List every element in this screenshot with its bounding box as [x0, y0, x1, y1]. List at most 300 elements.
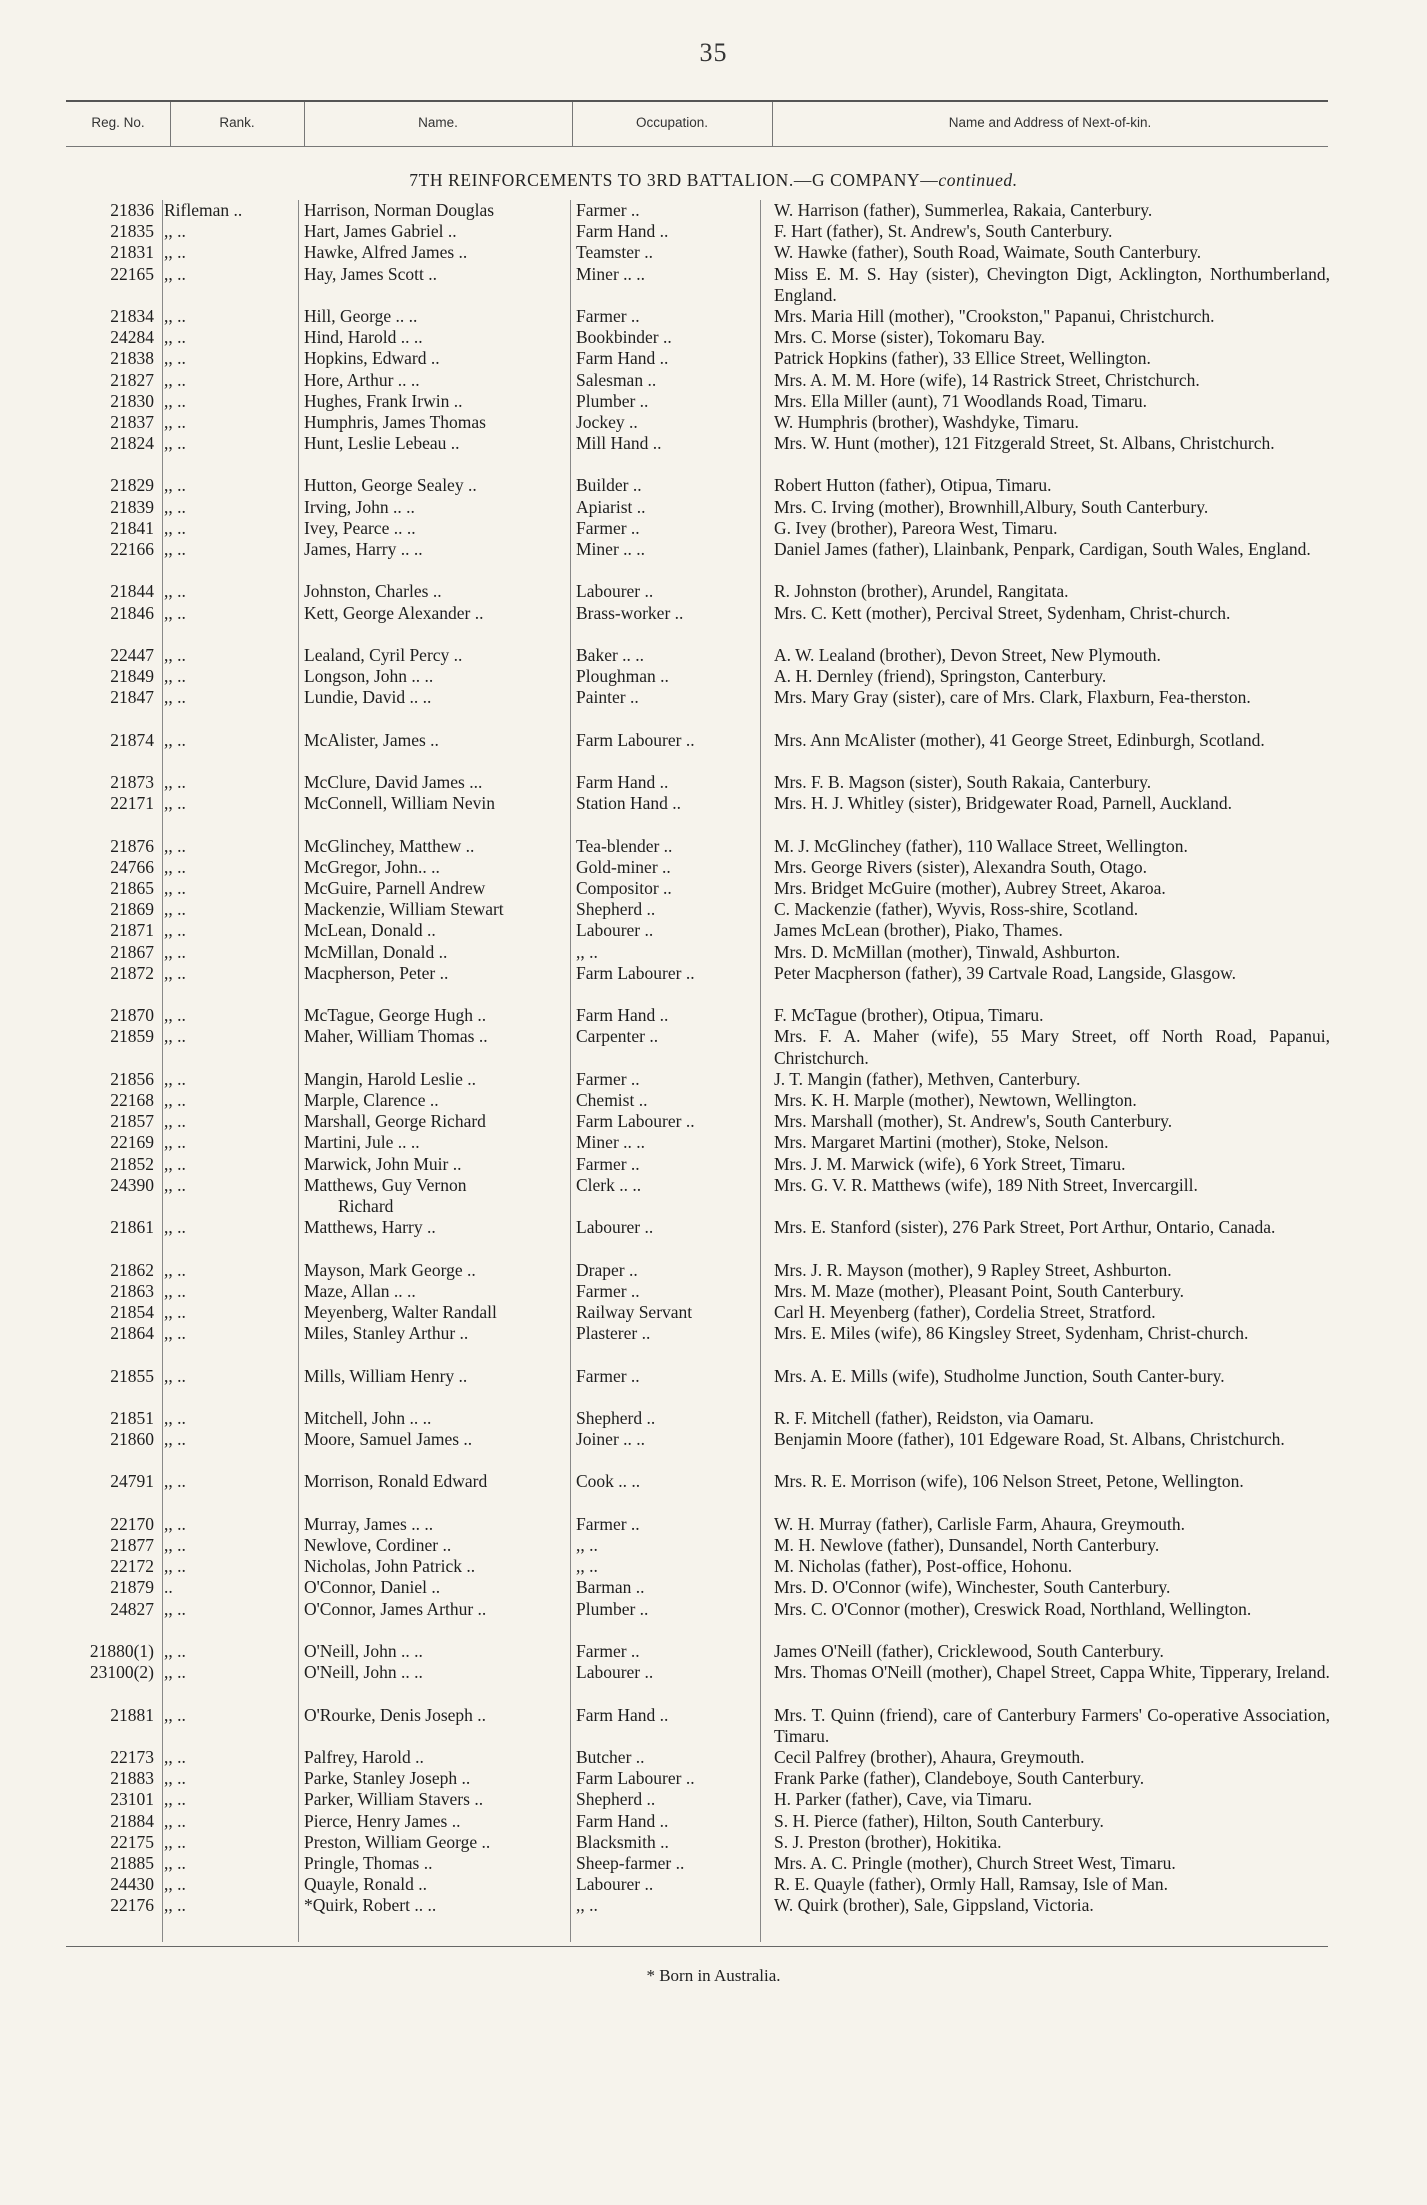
next-of-kin-cell: W. Humphris (brother), Washdyke, Timaru.	[774, 411, 1079, 432]
rank-cell: ,, ..	[164, 242, 186, 263]
table-row	[0, 857, 1427, 878]
rank-cell: ,, ..	[164, 1704, 186, 1725]
next-of-kin-cell: Mrs. G. V. R. Matthews (wife), 189 Nith Street, Invercargill.	[774, 1174, 1198, 1195]
name-cell: Irving, John .. ..	[304, 496, 415, 517]
reg-no-cell: 22172	[110, 1556, 154, 1577]
rank-cell: Rifleman ..	[164, 200, 243, 220]
next-of-kin-cell: Mrs. Ann McAlister (mother), 41 George Street, Edinburgh, Scotland.	[774, 729, 1265, 750]
header-occupation: Occupation.	[635, 115, 709, 130]
name-cell: James, Harry .. ..	[304, 539, 423, 560]
table-row	[0, 518, 1427, 539]
rank-cell: ,, ..	[164, 1111, 186, 1132]
reg-no-cell: 21857	[110, 1111, 154, 1132]
occupation-cell: ,, ..	[576, 1556, 598, 1577]
table-row	[0, 1175, 1427, 1217]
occupation-cell: Gold-miner ..	[576, 856, 671, 877]
rank-cell: ,, ..	[164, 878, 186, 899]
occupation-cell: Plumber ..	[576, 390, 649, 411]
occupation-cell: Draper ..	[576, 1259, 638, 1280]
reg-no-cell: 21824	[110, 433, 154, 454]
next-of-kin-cell: S. H. Pierce (father), Hilton, South Canterbury.	[774, 1810, 1104, 1831]
name-cell: Lealand, Cyril Percy ..	[304, 645, 463, 665]
name-cell: Nicholas, John Patrick ..	[304, 1556, 476, 1577]
rank-cell: ,, ..	[164, 475, 186, 496]
table-row	[0, 1747, 1427, 1768]
occupation-cell: Shepherd ..	[576, 1789, 656, 1810]
table-row	[0, 391, 1427, 412]
header-reg-no: Reg. No.	[91, 115, 145, 130]
table-row	[0, 242, 1427, 263]
rank-cell: ,, ..	[164, 263, 186, 284]
table-row	[0, 645, 1427, 666]
table-row	[0, 836, 1427, 857]
name-cell: Newlove, Cordiner ..	[304, 1535, 452, 1556]
occupation-cell: Bookbinder ..	[576, 327, 672, 348]
next-of-kin-cell: Cecil Palfrey (brother), Ahaura, Greymouth.	[774, 1746, 1085, 1767]
reg-no-cell: 21836	[110, 200, 154, 220]
reg-no-cell: 21860	[110, 1429, 154, 1450]
table-row	[0, 899, 1427, 920]
rank-cell: ,, ..	[164, 1746, 186, 1767]
next-of-kin-cell: R. Johnston (brother), Arundel, Rangitata.	[774, 581, 1069, 602]
occupation-cell: Painter ..	[576, 687, 639, 708]
name-cell: Marple, Clarence ..	[304, 1090, 439, 1111]
table-row	[0, 942, 1427, 963]
name-cell: Hughes, Frank Irwin ..	[304, 390, 463, 411]
table-row	[0, 1154, 1427, 1175]
occupation-cell: Farmer ..	[576, 517, 640, 538]
table-row	[0, 1705, 1427, 1747]
name-cell: Marwick, John Muir ..	[304, 1153, 462, 1174]
table-row	[0, 1535, 1427, 1556]
name-cell: O'Neill, John .. ..	[304, 1641, 423, 1661]
table-row	[0, 1281, 1427, 1302]
reg-no-cell: 21876	[110, 835, 154, 856]
rank-cell: ,, ..	[164, 920, 186, 941]
next-of-kin-cell: F. McTague (brother), Otipua, Timaru.	[774, 1005, 1044, 1026]
next-of-kin-cell: Mrs. D. McMillan (mother), Tinwald, Ashburton.	[774, 941, 1121, 962]
reg-no-cell: 21839	[110, 496, 154, 517]
rank-cell: ,, ..	[164, 1852, 186, 1873]
occupation-cell: Compositor ..	[576, 878, 672, 899]
table-row	[0, 1408, 1427, 1429]
table-row	[0, 1641, 1427, 1662]
table-row	[0, 581, 1427, 602]
next-of-kin-cell: Carl H. Meyenberg (father), Cordelia Street, Stratford.	[774, 1301, 1156, 1322]
occupation-cell: Farm Hand ..	[576, 1704, 669, 1725]
bottom-rule	[66, 1946, 1328, 1947]
table-row	[0, 497, 1427, 518]
reg-no-cell: 24827	[110, 1598, 154, 1619]
name-cell: Morrison, Ronald Edward	[304, 1471, 488, 1492]
table-row	[0, 666, 1427, 687]
rank-cell: ,, ..	[164, 835, 186, 856]
rank-cell: ,, ..	[164, 1259, 186, 1280]
next-of-kin-cell: James O'Neill (father), Cricklewood, South Canterbury.	[774, 1641, 1164, 1661]
reg-no-cell: 24791	[110, 1471, 154, 1492]
name-cell: Hore, Arthur .. ..	[304, 369, 420, 390]
name-cell: Longson, John .. ..	[304, 666, 434, 687]
rank-cell: ,, ..	[164, 1280, 186, 1301]
occupation-cell: Jockey ..	[576, 411, 638, 432]
reg-no-cell: 21884	[110, 1810, 154, 1831]
reg-no-cell: 21870	[110, 1005, 154, 1026]
reg-no-cell: 21862	[110, 1259, 154, 1280]
rank-cell: ,, ..	[164, 1174, 186, 1195]
rank-cell: ,, ..	[164, 1471, 186, 1492]
name-cell: McGuire, Parnell Andrew	[304, 878, 486, 899]
occupation-cell: Brass-worker ..	[576, 602, 684, 623]
name-cell: Maze, Allan .. ..	[304, 1280, 416, 1301]
next-of-kin-cell: Mrs. Mary Gray (sister), care of Mrs. Clark, Flaxburn, Fea-therston.	[774, 687, 1251, 708]
next-of-kin-cell: M. H. Newlove (father), Dunsandel, North Canterbury.	[774, 1535, 1160, 1556]
reg-no-cell: 22176	[110, 1895, 154, 1916]
name-cell: McGregor, John.. ..	[304, 856, 440, 877]
name-cell: Mitchell, John .. ..	[304, 1407, 432, 1428]
next-of-kin-cell: Mrs. K. H. Marple (mother), Newtown, Wellington.	[774, 1090, 1137, 1111]
occupation-cell: Farm Labourer ..	[576, 962, 695, 983]
name-cell: McAlister, James ..	[304, 729, 439, 750]
table-row	[0, 1514, 1427, 1535]
next-of-kin-cell: Mrs. H. J. Whitley (sister), Bridgewater Road, Parnell, Auckland.	[774, 793, 1232, 814]
next-of-kin-cell: W. Quirk (brother), Sale, Gippsland, Victoria.	[774, 1895, 1094, 1916]
next-of-kin-cell: Mrs. D. O'Connor (wife), Winchester, South Canterbury.	[774, 1577, 1171, 1598]
table-row	[0, 433, 1427, 475]
next-of-kin-cell: Mrs. A. C. Pringle (mother), Church Street West, Timaru.	[774, 1852, 1176, 1873]
next-of-kin-cell: Mrs. George Rivers (sister), Alexandra South, Otago.	[774, 856, 1147, 877]
occupation-cell: Farmer ..	[576, 1365, 640, 1386]
occupation-cell: Railway Servant	[576, 1301, 693, 1322]
occupation-cell: Labourer ..	[576, 581, 654, 602]
table-row	[0, 1005, 1427, 1026]
occupation-cell: Chemist ..	[576, 1090, 648, 1111]
rank-cell: ,, ..	[164, 1068, 186, 1089]
next-of-kin-cell: A. W. Lealand (brother), Devon Street, New Plymouth.	[774, 645, 1161, 665]
next-of-kin-cell: W. Hawke (father), South Road, Waimate, South Canterbury.	[774, 242, 1202, 263]
table-row	[0, 1789, 1427, 1810]
next-of-kin-cell: M. J. McGlinchey (father), 110 Wallace Street, Wellington.	[774, 835, 1188, 856]
name-cell: Hopkins, Edward ..	[304, 348, 440, 369]
rank-cell: ..	[164, 1577, 173, 1598]
name-cell: O'Rourke, Denis Joseph ..	[304, 1704, 487, 1725]
name-cell: O'Connor, James Arthur ..	[304, 1598, 487, 1619]
table-row	[0, 1599, 1427, 1641]
reg-no-cell: 21846	[110, 602, 154, 623]
rank-cell: ,, ..	[164, 1513, 186, 1534]
rank-cell: ,, ..	[164, 666, 186, 687]
occupation-cell: Farm Hand ..	[576, 1810, 669, 1831]
name-cell: *Quirk, Robert .. ..	[304, 1895, 437, 1916]
next-of-kin-cell: Frank Parke (father), Clandeboye, South Canterbury.	[774, 1768, 1145, 1789]
name-cell: McMillan, Donald ..	[304, 941, 448, 962]
next-of-kin-cell: Peter Macpherson (father), 39 Cartvale Road, Langside, Glasgow.	[774, 962, 1236, 983]
occupation-cell: Teamster ..	[576, 242, 654, 263]
rank-cell: ,, ..	[164, 348, 186, 369]
name-cell: Humphris, James Thomas	[304, 411, 486, 432]
name-cell: McClure, David James ...	[304, 772, 483, 793]
rank-cell: ,, ..	[164, 1831, 186, 1852]
next-of-kin-cell: Mrs. C. Irving (mother), Brownhill,Albury, South Canterbury.	[774, 496, 1209, 517]
name-cell: McGlinchey, Matthew ..	[304, 835, 475, 856]
table-row	[0, 1302, 1427, 1323]
next-of-kin-cell: Benjamin Moore (father), 101 Edgeware Road, St. Albans, Christchurch.	[774, 1429, 1285, 1450]
occupation-cell: Carpenter ..	[576, 1026, 659, 1047]
next-of-kin-cell: Mrs. C. Morse (sister), Tokomaru Bay.	[774, 327, 1045, 348]
name-cell: Pierce, Henry James ..	[304, 1810, 461, 1831]
next-of-kin-cell: Daniel James (father), Llainbank, Penpark, Cardigan, South Wales, England.	[774, 539, 1311, 560]
occupation-cell: Plumber ..	[576, 1598, 649, 1619]
reg-no-cell: 21856	[110, 1068, 154, 1089]
name-cell: McConnell, William Nevin	[304, 793, 495, 814]
occupation-cell: Labourer ..	[576, 920, 654, 941]
rank-cell: ,, ..	[164, 1365, 186, 1386]
table-row	[0, 1662, 1427, 1704]
reg-no-cell: 21849	[110, 666, 154, 687]
occupation-cell: Farmer ..	[576, 1280, 640, 1301]
rank-cell: ,, ..	[164, 1153, 186, 1174]
occupation-cell: Shepherd ..	[576, 899, 656, 920]
next-of-kin-cell: Mrs. E. Stanford (sister), 276 Park Street, Port Arthur, Ontario, Canada.	[774, 1217, 1276, 1238]
occupation-cell: Farm Hand ..	[576, 221, 669, 242]
rank-cell: ,, ..	[164, 1895, 186, 1916]
table-row	[0, 730, 1427, 772]
occupation-cell: Farmer ..	[576, 1153, 640, 1174]
reg-no-cell: 22175	[110, 1831, 154, 1852]
next-of-kin-cell: James McLean (brother), Piako, Thames.	[774, 920, 1063, 941]
reg-no-cell: 21871	[110, 920, 154, 941]
occupation-cell: Apiarist ..	[576, 496, 646, 517]
reg-no-cell: 21830	[110, 390, 154, 411]
name-cell: Hart, James Gabriel ..	[304, 221, 457, 242]
rank-cell: ,, ..	[164, 856, 186, 877]
name-cell: Hind, Harold .. ..	[304, 327, 423, 348]
rank-cell: ,, ..	[164, 539, 186, 560]
reg-no-cell: 21831	[110, 242, 154, 263]
next-of-kin-cell: J. T. Mangin (father), Methven, Canterbury.	[774, 1068, 1081, 1089]
reg-no-cell: 24430	[110, 1874, 154, 1895]
name-cell: O'Neill, John .. ..	[304, 1662, 423, 1683]
occupation-cell: Labourer ..	[576, 1662, 654, 1683]
name-cell: Hay, James Scott ..	[304, 263, 438, 284]
next-of-kin-cell: Mrs. R. E. Morrison (wife), 106 Nelson Street, Petone, Wellington.	[774, 1471, 1244, 1492]
next-of-kin-cell: Mrs. Margaret Martini (mother), Stoke, Nelson.	[774, 1132, 1109, 1153]
next-of-kin-cell: Mrs. C. Kett (mother), Percival Street, Sydenham, Christ-church.	[774, 602, 1231, 623]
table-row	[0, 539, 1427, 581]
rank-cell: ,, ..	[164, 1641, 186, 1661]
occupation-cell: Farm Hand ..	[576, 348, 669, 369]
next-of-kin-cell: Mrs. Maria Hill (mother), "Crookston," Papanui, Christchurch.	[774, 305, 1215, 326]
occupation-cell: Labourer ..	[576, 1874, 654, 1895]
occupation-cell: Plasterer ..	[576, 1323, 651, 1344]
table-row	[0, 1853, 1427, 1874]
rank-cell: ,, ..	[164, 517, 186, 538]
rank-cell: ,, ..	[164, 221, 186, 242]
name-cell: McTague, George Hugh ..	[304, 1005, 487, 1026]
reg-no-cell: 21864	[110, 1323, 154, 1344]
name-cell: Marshall, George Richard	[304, 1111, 486, 1132]
header-next-of-kin: Name and Address of Next-of-kin.	[948, 115, 1152, 130]
name-cell: Matthews, Guy Vernon	[304, 1174, 467, 1195]
section-title-continued: continued.	[938, 170, 1018, 190]
table-row	[0, 878, 1427, 899]
rank-cell: ,, ..	[164, 1005, 186, 1026]
table-row	[0, 1768, 1427, 1789]
table-row	[0, 1832, 1427, 1853]
occupation-cell: Farm Hand ..	[576, 772, 669, 793]
occupation-cell: ,, ..	[576, 1535, 598, 1556]
reg-no-cell: 21837	[110, 411, 154, 432]
next-of-kin-cell: Mrs. Marshall (mother), St. Andrew's, South Canterbury.	[774, 1111, 1173, 1132]
rank-cell: ,, ..	[164, 1598, 186, 1619]
reg-no-cell: 21879	[110, 1577, 154, 1598]
rank-cell: ,, ..	[164, 793, 186, 814]
rank-cell: ,, ..	[164, 687, 186, 708]
rank-cell: ,, ..	[164, 390, 186, 411]
next-of-kin-cell: Mrs. Bridget McGuire (mother), Aubrey Street, Akaroa.	[774, 878, 1166, 899]
reg-no-cell: 21855	[110, 1365, 154, 1386]
section-title	[0, 170, 1427, 191]
table-row	[0, 793, 1427, 835]
reg-no-cell: 21847	[110, 687, 154, 708]
name-cell: Mangin, Harold Leslie ..	[304, 1068, 477, 1089]
next-of-kin-cell: Mrs. W. Hunt (mother), 121 Fitzgerald Street, St. Albans, Christchurch.	[774, 433, 1275, 454]
next-of-kin-cell: M. Nicholas (father), Post-office, Hohonu.	[774, 1556, 1073, 1577]
rank-cell: ,, ..	[164, 1323, 186, 1344]
name-cell: Hill, George .. ..	[304, 305, 418, 326]
table-row	[0, 475, 1427, 496]
reg-no-cell: 21873	[110, 772, 154, 793]
reg-no-cell: 21854	[110, 1301, 154, 1322]
roll-table-body	[0, 200, 1427, 1916]
table-row	[0, 1260, 1427, 1281]
table-row	[0, 1026, 1427, 1068]
name-cell: Quayle, Ronald ..	[304, 1874, 427, 1895]
name-cell: Macpherson, Peter ..	[304, 962, 449, 983]
rank-cell: ,, ..	[164, 1556, 186, 1577]
table-row	[0, 348, 1427, 369]
next-of-kin-cell: W. H. Murray (father), Carlisle Farm, Ahaura, Greymouth.	[774, 1513, 1185, 1534]
next-of-kin-cell: Mrs. F. B. Magson (sister), South Rakaia, Canterbury.	[774, 772, 1152, 793]
next-of-kin-cell: Mrs. J. M. Marwick (wife), 6 York Street, Timaru.	[774, 1153, 1126, 1174]
reg-no-cell: 22165	[110, 263, 154, 284]
table-row	[0, 1895, 1427, 1916]
table-row	[0, 1577, 1427, 1598]
occupation-cell: Labourer ..	[576, 1217, 654, 1238]
table-row	[0, 1111, 1427, 1132]
reg-no-cell: 21835	[110, 221, 154, 242]
name-cell: Hunt, Leslie Lebeau ..	[304, 433, 460, 454]
reg-no-cell: 21851	[110, 1407, 154, 1428]
next-of-kin-cell: Mrs. A. M. M. Hore (wife), 14 Rastrick Street, Christchurch.	[774, 369, 1200, 390]
occupation-cell: Builder ..	[576, 475, 642, 496]
table-row	[0, 1874, 1427, 1895]
name-cell: Pringle, Thomas ..	[304, 1852, 433, 1873]
reg-no-cell: 21834	[110, 305, 154, 326]
name-cell: Ivey, Pearce .. ..	[304, 517, 416, 538]
header-rank: Rank.	[219, 115, 255, 130]
rank-cell: ,, ..	[164, 962, 186, 983]
rank-cell: ,, ..	[164, 1301, 186, 1322]
rank-cell: ,, ..	[164, 1810, 186, 1831]
next-of-kin-cell: W. Harrison (father), Summerlea, Rakaia, Canterbury.	[774, 200, 1153, 220]
reg-no-cell: 21827	[110, 369, 154, 390]
table-row	[0, 327, 1427, 348]
name-cell: Hawke, Alfred James ..	[304, 242, 468, 263]
reg-no-cell: 21872	[110, 962, 154, 983]
next-of-kin-cell: Mrs. F. A. Maher (wife), 55 Mary Street, off North Road, Papanui, Christchurch.	[774, 1026, 1330, 1068]
reg-no-cell: 22168	[110, 1090, 154, 1111]
name-cell: McLean, Donald ..	[304, 920, 436, 941]
next-of-kin-cell: Mrs. Ella Miller (aunt), 71 Woodlands Road, Timaru.	[774, 390, 1148, 411]
reg-no-cell: 21874	[110, 729, 154, 750]
name-cell: Matthews, Harry ..	[304, 1217, 436, 1238]
table-row	[0, 1069, 1427, 1090]
occupation-cell: Barman ..	[576, 1577, 645, 1598]
next-of-kin-cell: Mrs. M. Maze (mother), Pleasant Point, South Canterbury.	[774, 1280, 1185, 1301]
occupation-cell: ,, ..	[576, 941, 598, 962]
rank-cell: ,, ..	[164, 1132, 186, 1153]
reg-no-cell: 24766	[110, 856, 154, 877]
occupation-cell: Sheep-farmer ..	[576, 1852, 685, 1873]
reg-no-cell: 22166	[110, 539, 154, 560]
next-of-kin-cell: Mrs. T. Quinn (friend), care of Canterbury Farmers' Co-operative Association, Timaru.	[774, 1704, 1330, 1746]
name-cell-continuation: Richard	[338, 1195, 394, 1216]
reg-no-cell: 22169	[110, 1132, 154, 1153]
column-header-bar	[66, 100, 1328, 147]
table-row	[0, 412, 1427, 433]
reg-no-cell: 23101	[110, 1789, 154, 1810]
section-title-main: 7TH REINFORCEMENTS TO 3RD BATTALION.—G COMPANY—	[409, 170, 939, 190]
occupation-cell: Farm Labourer ..	[576, 729, 695, 750]
name-cell: Hutton, George Sealey ..	[304, 475, 477, 496]
name-cell: Mackenzie, William Stewart	[304, 899, 504, 920]
occupation-cell: Blacksmith ..	[576, 1831, 669, 1852]
rank-cell: ,, ..	[164, 1662, 186, 1683]
table-row	[0, 306, 1427, 327]
rank-cell: ,, ..	[164, 1535, 186, 1556]
occupation-cell: Farmer ..	[576, 1068, 640, 1089]
next-of-kin-cell: Mrs. C. O'Connor (mother), Creswick Road, Northland, Wellington.	[774, 1598, 1252, 1619]
name-cell: Murray, James .. ..	[304, 1513, 434, 1534]
rank-cell: ,, ..	[164, 772, 186, 793]
reg-no-cell: 21869	[110, 899, 154, 920]
name-cell: Parker, William Stavers ..	[304, 1789, 484, 1810]
header-name: Name.	[418, 115, 458, 130]
next-of-kin-cell: C. Mackenzie (father), Wyvis, Ross-shire, Scotland.	[774, 899, 1139, 920]
reg-no-cell: 22447	[110, 645, 154, 665]
reg-no-cell: 21838	[110, 348, 154, 369]
occupation-cell: Farm Hand ..	[576, 1005, 669, 1026]
rank-cell: ,, ..	[164, 1090, 186, 1111]
table-row	[0, 603, 1427, 645]
next-of-kin-cell: Mrs. Thomas O'Neill (mother), Chapel Street, Cappa White, Tipperary, Ireland.	[774, 1662, 1330, 1683]
name-cell: Johnston, Charles ..	[304, 581, 442, 602]
reg-no-cell: 21865	[110, 878, 154, 899]
occupation-cell: Miner .. ..	[576, 1132, 646, 1153]
reg-no-cell: 22170	[110, 1513, 154, 1534]
reg-no-cell: 21880(1)	[89, 1641, 154, 1661]
occupation-cell: Salesman ..	[576, 369, 657, 390]
table-row	[0, 963, 1427, 1005]
rank-cell: ,, ..	[164, 496, 186, 517]
next-of-kin-cell: Mrs. A. E. Mills (wife), Studholme Junction, South Canter-bury.	[774, 1365, 1225, 1386]
name-cell: Kett, George Alexander ..	[304, 602, 484, 623]
rank-cell: ,, ..	[164, 1217, 186, 1238]
table-row	[0, 1090, 1427, 1111]
reg-no-cell: 21859	[110, 1026, 154, 1047]
reg-no-cell: 21861	[110, 1217, 154, 1238]
next-of-kin-cell: Mrs. J. R. Mayson (mother), 9 Rapley Street, Ashburton.	[774, 1259, 1172, 1280]
